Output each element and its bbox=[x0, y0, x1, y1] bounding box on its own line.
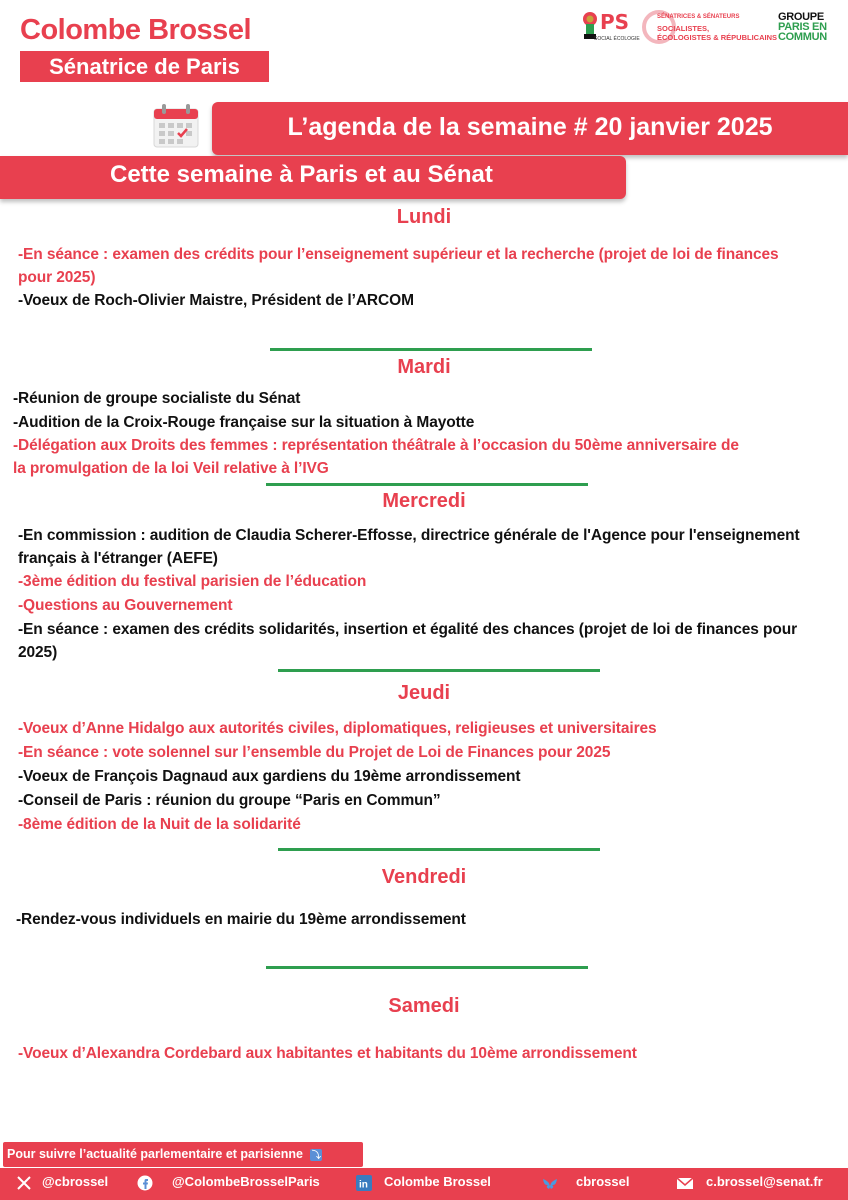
list-item: -Conseil de Paris : réunion du groupe “Paris en Commun” bbox=[18, 792, 441, 809]
day-title-vendredi: Vendredi bbox=[381, 866, 467, 888]
ps-sublabel: SOCIAL ÉCOLOGIE bbox=[594, 36, 640, 42]
section-divider bbox=[278, 669, 600, 672]
list-item: -Voeux de François Dagnaud aux gardiens du 19ème arrondissement bbox=[18, 768, 521, 785]
linkedin-icon[interactable] bbox=[356, 1175, 372, 1191]
linkedin-link[interactable]: Colombe Brossel bbox=[384, 1174, 491, 1189]
list-item: -En séance : examen des crédits pour l’enseignement supérieur et la recherche (projet de loi de finances pour 2025) bbox=[18, 246, 779, 286]
email-link[interactable]: c.brossel@senat.fr bbox=[706, 1174, 823, 1189]
senator-name: Colombe Brossel bbox=[20, 14, 251, 46]
list-item: -Questions au Gouvernement bbox=[18, 597, 233, 614]
facebook-link[interactable]: @ColombeBrosselParis bbox=[172, 1174, 320, 1189]
mail-icon[interactable] bbox=[676, 1175, 694, 1191]
x-icon[interactable] bbox=[16, 1175, 32, 1191]
week-title: Cette semaine à Paris et au Sénat bbox=[0, 156, 626, 199]
day-title-lundi: Lundi bbox=[396, 206, 452, 228]
list-item: -En séance : examen des crédits solidarités, insertion et égalité des chances (projet de loi de finances pour 2025) bbox=[18, 621, 797, 661]
list-item: -Voeux de Roch-Olivier Maistre, Président de l’ARCOM bbox=[18, 292, 414, 309]
list-item: -En commission : audition de Claudia Scherer-Effosse, directrice générale de l'Agence pour l'enseignement français à l'étranger (AEFE) bbox=[18, 527, 800, 567]
list-item: -Audition de la Croix-Rouge française sur la situation à Mayotte bbox=[13, 414, 475, 431]
facebook-icon[interactable] bbox=[137, 1175, 153, 1191]
senat-group-logo bbox=[642, 8, 778, 46]
follow-text: Pour suivre l’actualité parlementaire et parisienne bbox=[7, 1147, 303, 1161]
bluesky-link[interactable]: cbrossel bbox=[576, 1174, 630, 1189]
senator-role: Sénatrice de Paris bbox=[20, 51, 269, 82]
section-divider bbox=[278, 848, 600, 851]
list-item: -Rendez-vous individuels en mairie du 19ème arrondissement bbox=[16, 911, 466, 928]
day-title-jeudi: Jeudi bbox=[397, 682, 451, 704]
svg-text:in: in bbox=[359, 1179, 368, 1191]
ps-label: PS bbox=[600, 10, 630, 34]
ps-logo bbox=[580, 8, 640, 46]
list-item: -3ème édition du festival parisien de l’éducation bbox=[18, 573, 367, 590]
list-item: -Voeux d’Alexandra Cordebard aux habitantes et habitants du 10ème arrondissement bbox=[18, 1045, 637, 1062]
section-divider bbox=[266, 483, 588, 486]
section-divider bbox=[270, 348, 592, 351]
paris-commun-line2: PARIS EN bbox=[778, 21, 827, 33]
arrow-down-icon: ⤵ bbox=[311, 1149, 321, 1160]
list-item: -En séance : vote solennel sur l’ensemble du Projet de Loi de Finances pour 2025 bbox=[18, 744, 611, 761]
footer-bar bbox=[0, 1168, 848, 1200]
day-title-mercredi: Mercredi bbox=[382, 490, 466, 512]
agenda-title: L’agenda de la semaine # 20 janvier 2025 bbox=[212, 102, 848, 155]
day-title-samedi: Samedi bbox=[388, 995, 460, 1017]
list-item: -Réunion de groupe socialiste du Sénat bbox=[13, 390, 301, 407]
list-item: -8ème édition de la Nuit de la solidarité bbox=[18, 816, 301, 833]
paris-commun-line3: COMMUN bbox=[778, 31, 827, 43]
section-divider bbox=[266, 966, 588, 969]
bluesky-icon[interactable] bbox=[542, 1175, 558, 1191]
follow-banner bbox=[3, 1142, 363, 1167]
x-link[interactable]: @cbrossel bbox=[42, 1174, 109, 1189]
senat-group-line2: SOCIALISTES, bbox=[657, 24, 710, 33]
calendar-icon bbox=[152, 101, 200, 149]
list-item: -Délégation aux Droits des femmes : représentation théâtrale à l’occasion du 50ème anniversaire de la promulgation de la loi Veil relative à l’IVG bbox=[13, 437, 739, 477]
paris-en-commun-logo bbox=[778, 12, 842, 44]
day-title-mardi: Mardi bbox=[397, 356, 451, 378]
list-item: -Voeux d’Anne Hidalgo aux autorités civiles, diplomatiques, religieuses et universitaires bbox=[18, 720, 657, 737]
senat-group-line3: ÉCOLOGISTES & RÉPUBLICAINS bbox=[657, 33, 778, 42]
senat-group-line1: SÉNATRICES & SÉNATEURS bbox=[657, 14, 740, 20]
paris-commun-line1: GROUPE bbox=[778, 11, 824, 23]
